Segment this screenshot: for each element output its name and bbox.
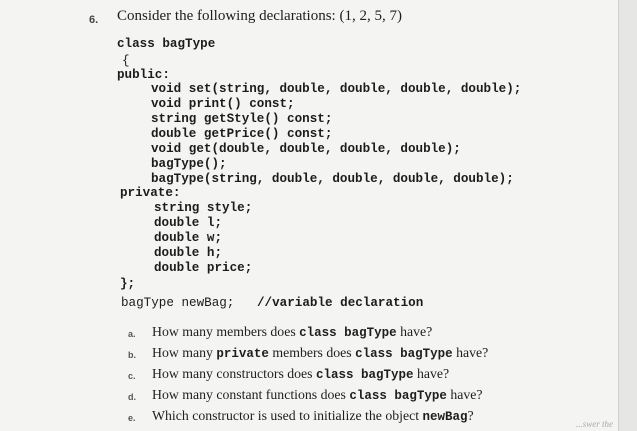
- subquestion-d-letter: d.: [128, 392, 136, 402]
- private-label: private:: [120, 186, 181, 200]
- public-member-3: string getStyle() const;: [151, 112, 333, 126]
- private-member-1: string style;: [154, 201, 253, 215]
- variable-comment: //variable declaration: [257, 296, 424, 310]
- question-number: 6.: [89, 14, 99, 26]
- public-member-7: bagType(string, double, double, double, double);: [151, 172, 514, 186]
- subquestion-b-text: How many private members does class bagType have?: [152, 345, 489, 361]
- question-prompt: Consider the following declarations: (1, 2, 5, 7): [117, 8, 402, 24]
- page-edge: [618, 0, 637, 431]
- private-member-5: double price;: [154, 261, 253, 275]
- public-member-1: void set(string, double, double, double, double);: [151, 82, 522, 96]
- corner-text: ...swer the: [576, 419, 613, 429]
- private-member-2: double l;: [154, 216, 223, 230]
- class-declaration: class bagType: [117, 37, 216, 51]
- subquestion-a-text: How many members does class bagType have?: [152, 324, 433, 340]
- public-label: public:: [117, 68, 170, 82]
- subquestion-a-letter: a.: [128, 329, 136, 339]
- subquestion-b-letter: b.: [128, 350, 136, 360]
- close-brace: };: [120, 277, 136, 291]
- subquestion-c-letter: c.: [128, 371, 136, 381]
- subquestion-e-text: Which constructor is used to initialize the object newBag?: [152, 408, 474, 424]
- open-brace: {: [122, 54, 130, 68]
- public-member-2: void print() const;: [151, 97, 295, 111]
- private-member-3: double w;: [154, 231, 223, 245]
- subquestion-c-text: How many constructors does class bagType have?: [152, 366, 450, 382]
- subquestion-d-text: How many constant functions does class bagType have?: [152, 387, 483, 403]
- variable-declaration: bagType newBag;: [121, 296, 235, 310]
- public-member-4: double getPrice() const;: [151, 127, 333, 141]
- public-member-5: void get(double, double, double, double);: [151, 142, 461, 156]
- public-member-6: bagType();: [151, 157, 227, 171]
- subquestion-e-letter: e.: [128, 413, 136, 423]
- private-member-4: double h;: [154, 246, 223, 260]
